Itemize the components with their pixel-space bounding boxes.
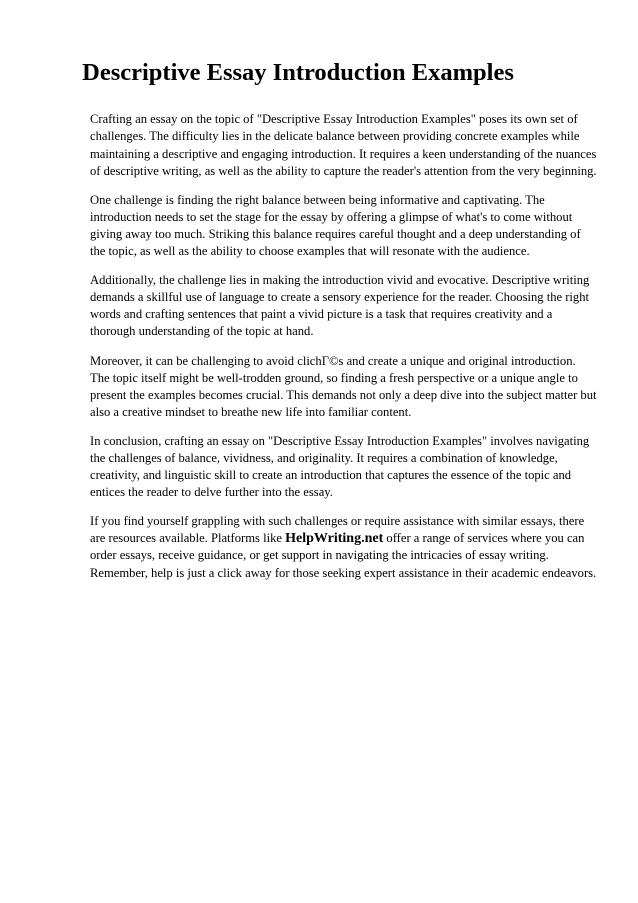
paragraph-1: Crafting an essay on the topic of "Descriptive Essay Introduction Examples" poses its own set of challenges. The difficulty lies in the delicate balance between providing concrete examples while maintaining a descriptive and engaging introduction. It requires a keen understanding of the nuances of descriptive writing, as well as the ability to capture the reader's attention from the very beginning.	[90, 112, 597, 178]
paragraph-4: Moreover, it can be challenging to avoid clichΓ©s and create a unique and original introduction. The topic itself might be well-trodden ground, so finding a fresh perspective or a unique angle to present the examples becomes crucial. This demands not only a deep dive into the subject matter but also a creative mindset to breathe new life into familiar content.	[90, 353, 597, 419]
paragraph-6	[90, 513, 598, 581]
paragraph-6-after: offer a range of services where you can order essays, receive guidance, or get support in navigating the intricacies of essay writing. Remember, help is just a click away for those seeking expert assistance in their academic endeavors.	[90, 531, 597, 580]
paragraph-6-before: If you find yourself grappling with such challenges or require assistance with similar essays, there are resources available. Platforms like	[90, 514, 585, 546]
brand-link[interactable]: HelpWriting.net	[285, 531, 384, 547]
paragraph-5: In conclusion, crafting an essay on "Descriptive Essay Introduction Examples" involves navigating the challenges of balance, vividness, and originality. It requires a combination of knowledge, creativity, and linguistic skill to create an introduction that captures the essence of the topic and entices the reader to delve further into the essay.	[90, 433, 590, 500]
paragraph-3: Additionally, the challenge lies in making the introduction vivid and evocative. Descriptive writing demands a skillful use of language to create a sensory experience for the reader. Choosing the right words and crafting sentences that paint a vivid picture is a task that requires creativity and a thorough understanding of the topic at hand.	[90, 273, 590, 339]
paragraph-2: One challenge is finding the right balance between being informative and captivating. The introduction needs to set the stage for the essay by offering a glimpse of what's to come without giving away too much. Striking this balance requires careful thought and a deep understanding of the topic, as well as the ability to choose examples that will resonate with the audience.	[90, 192, 581, 259]
document-title: Descriptive Essay Introduction Examples	[82, 59, 514, 86]
